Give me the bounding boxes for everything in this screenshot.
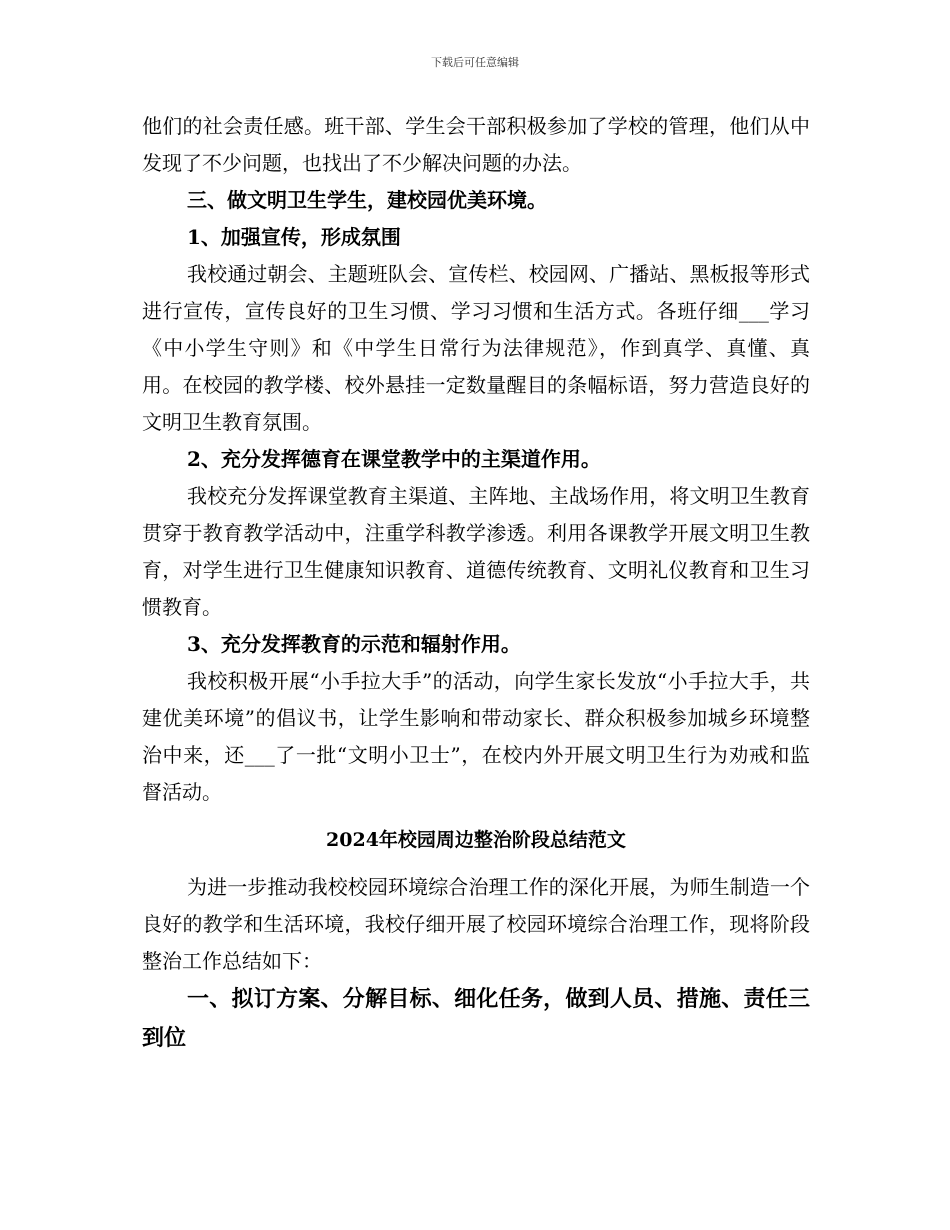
subsection-heading: 2、充分发挥德育在课堂教学中的主渠道作用。 (187, 447, 601, 471)
document-title: 2024年校园周边整治阶段总结范文 (326, 829, 626, 851)
paragraph: 我校充分发挥课堂教育主渠道、主阵地、主战场作用，将文明卫生教育贯穿于教育教学活动中，注重学科教学渗透。利用各课教学开展文明卫生教育，对学生进行卫生健康知识教育、道德传统教育、文明礼仪教育和卫生习惯教育。 (142, 484, 810, 619)
subsection-heading: 1、加强宣传，形成氛围 (187, 225, 401, 249)
subsection-heading: 3、充分发挥教育的示范和辐射作用。 (187, 632, 521, 656)
paragraph: 他们的社会责任感。班干部、学生会干部积极参加了学校的管理，他们从中发现了不少问题，也找出了不少解决问题的办法。 (142, 114, 810, 175)
paragraph: 我校积极开展“小手拉大手”的活动，向学生家长发放“小手拉大手，共建优美环境”的倡议书，让学生影响和带动家长、群众积极参加城乡环境整治中来，还___了一批“文明小卫士”，在校内外开展文明卫生行为劝戒和监督活动。 (142, 669, 810, 804)
document-body (142, 108, 810, 1058)
paragraph: 为进一步推动我校校园环境综合治理工作的深化开展，为师生制造一个良好的教学和生活环境，我校仔细开展了校园环境综合治理工作，现将阶段整治工作总结如下： (142, 875, 810, 973)
page-header: 下载后可任意编辑 (431, 56, 519, 69)
paragraph: 我校通过朝会、主题班队会、宣传栏、校园网、广播站、黑板报等形式进行宣传，宣传良好的卫生习惯、学习习惯和生活方式。各班仔细___学习《中小学生守则》和《中学生日常行为法律规范》，作到真学、真懂、真用。在校园的教学楼、校外悬挂一定数量醒目的条幅标语，努力营造良好的文明卫生教育氛围。 (142, 262, 810, 434)
section-heading: 三、做文明卫生学生，建校园优美环境。 (187, 188, 547, 212)
section-heading: 一、拟订方案、分解目标、细化任务，做到人员、措施、责任三到位 (142, 986, 810, 1051)
